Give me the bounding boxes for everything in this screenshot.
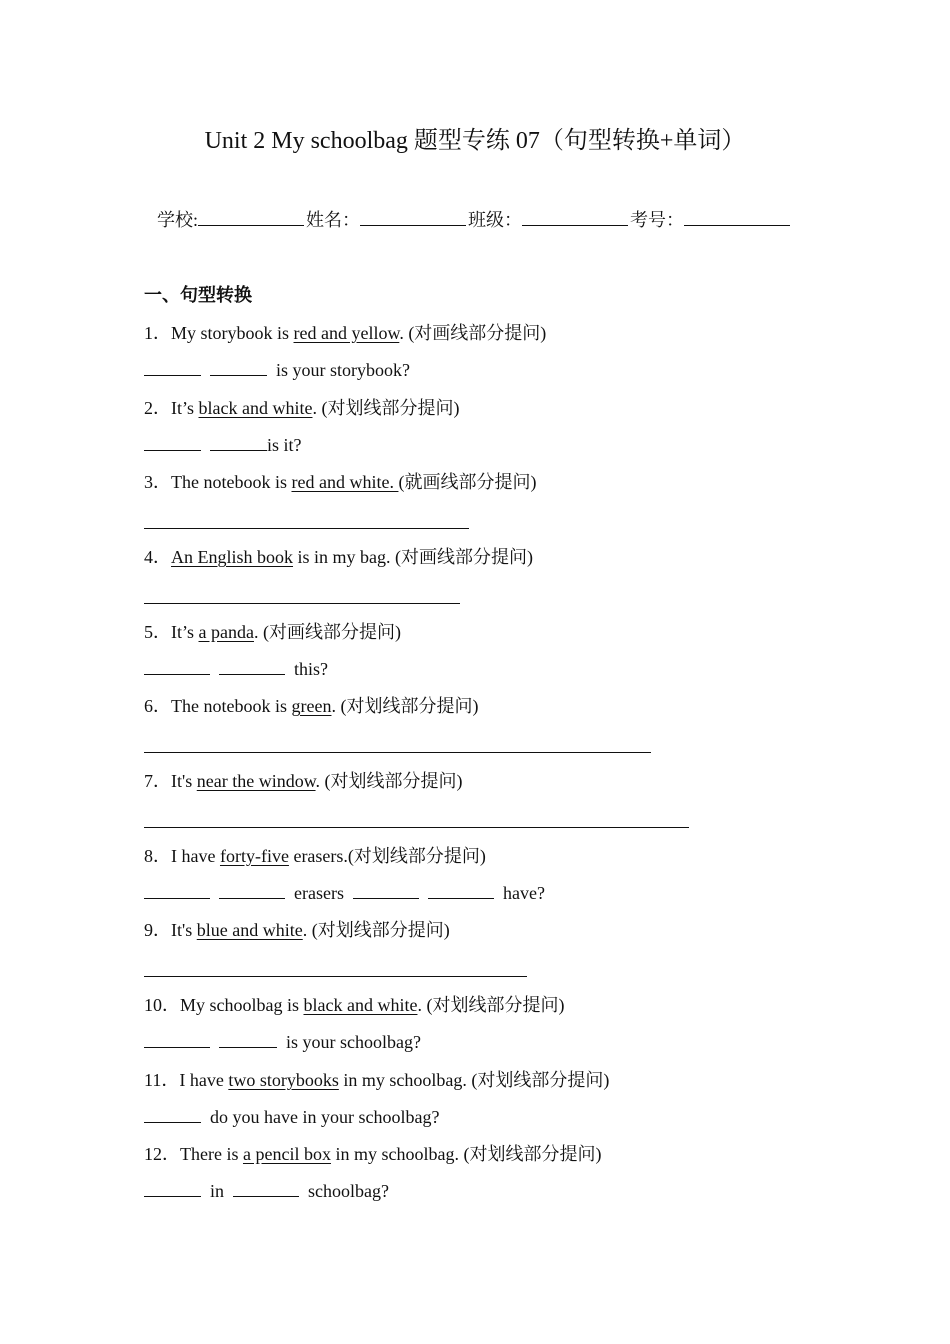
question-number: 10．	[144, 995, 180, 1015]
answer-blank[interactable]	[210, 357, 267, 376]
question-2: 2．It’s black and white. (对划线部分提问)	[144, 398, 460, 418]
name-blank[interactable]	[360, 207, 466, 226]
question-number: 4．	[144, 547, 171, 567]
answer-blank[interactable]	[219, 880, 285, 899]
question-number: 5．	[144, 622, 171, 642]
answer-blank[interactable]	[144, 656, 210, 675]
question-1: 1．My storybook is red and yellow. (对画线部分提问)	[144, 323, 547, 343]
question-9: 9．It's blue and white. (对划线部分提问)	[144, 920, 450, 940]
section-heading: 一、句型转换	[144, 285, 252, 305]
answer-blank[interactable]	[428, 880, 494, 899]
underlined-part: two storybooks	[228, 1070, 339, 1090]
underlined-part: red and yellow	[293, 323, 400, 343]
question-7: 7．It's near the window. (对划线部分提问)	[144, 771, 463, 791]
answer-blank[interactable]	[210, 432, 267, 451]
question-number: 6．	[144, 696, 171, 716]
answer-10: is your schoolbag?	[144, 1029, 421, 1055]
class-label: 班级：	[468, 210, 523, 230]
underlined-part: green	[291, 696, 332, 716]
school-blank[interactable]	[198, 207, 304, 226]
question-10: 10．My schoolbag is black and white. (对划线部分提问)	[144, 995, 565, 1015]
student-info-row	[157, 206, 792, 234]
underlined-part: blue and white	[196, 920, 303, 940]
question-4: 4．An English book is in my bag. (对画线部分提问)	[144, 547, 534, 567]
answer-blank[interactable]	[144, 880, 210, 899]
question-number: 11．	[144, 1070, 180, 1090]
answer-blank[interactable]	[144, 1104, 201, 1123]
answer-blank[interactable]	[144, 357, 201, 376]
question-11: 11．I have two storybooks in my schoolbag. (对划线部分提问)	[144, 1070, 610, 1090]
school-label: 学校:	[157, 210, 199, 230]
answer-line-9[interactable]	[144, 976, 527, 977]
answer-2: is it?	[144, 432, 302, 458]
underlined-part: An English book	[171, 547, 294, 567]
underlined-part: red and white.	[291, 472, 399, 492]
question-8: 8．I have forty-five erasers.(对划线部分提问)	[144, 846, 486, 866]
question-number: 12．	[144, 1144, 180, 1164]
class-blank[interactable]	[522, 207, 628, 226]
number-blank[interactable]	[684, 207, 790, 226]
question-number: 2．	[144, 398, 171, 418]
question-6: 6．The notebook is green. (对划线部分提问)	[144, 696, 479, 716]
answer-5: this?	[144, 656, 328, 682]
question-3: 3．The notebook is red and white. (就画线部分提问)	[144, 472, 537, 492]
answer-blank[interactable]	[353, 880, 419, 899]
question-number: 3．	[144, 472, 171, 492]
underlined-part: a pencil box	[242, 1144, 331, 1164]
question-number: 1．	[144, 323, 171, 343]
page-title: Unit 2 My schoolbag 题型专练 07（句型转换+单词）	[204, 128, 746, 154]
answer-line-4[interactable]	[144, 603, 460, 604]
answer-line-3[interactable]	[144, 528, 469, 529]
underlined-part: a panda	[198, 622, 254, 642]
answer-blank[interactable]	[233, 1178, 299, 1197]
number-label: 考号：	[630, 210, 685, 230]
question-number: 9．	[144, 920, 171, 940]
question-number: 8．	[144, 846, 171, 866]
underlined-part: near the window	[196, 771, 316, 791]
name-label: 姓名：	[306, 210, 361, 230]
underlined-part: forty-five	[219, 846, 289, 866]
underlined-part: black and white	[303, 995, 418, 1015]
answer-line-7[interactable]	[144, 827, 689, 828]
answer-11: do you have in your schoolbag?	[144, 1104, 439, 1130]
answer-blank[interactable]	[219, 1029, 277, 1048]
answer-8: erasers have?	[144, 880, 545, 906]
answer-12: in schoolbag?	[144, 1178, 389, 1204]
question-number: 7．	[144, 771, 171, 791]
answer-blank[interactable]	[144, 1178, 201, 1197]
question-5: 5．It’s a panda. (对画线部分提问)	[144, 622, 401, 642]
answer-blank[interactable]	[219, 656, 285, 675]
answer-blank[interactable]	[144, 432, 201, 451]
answer-1: is your storybook?	[144, 357, 410, 383]
answer-line-6[interactable]	[144, 752, 651, 753]
question-12: 12．There is a pencil box in my schoolbag. (对划线部分提问)	[144, 1144, 602, 1164]
underlined-part: black and white	[198, 398, 313, 418]
answer-blank[interactable]	[144, 1029, 210, 1048]
